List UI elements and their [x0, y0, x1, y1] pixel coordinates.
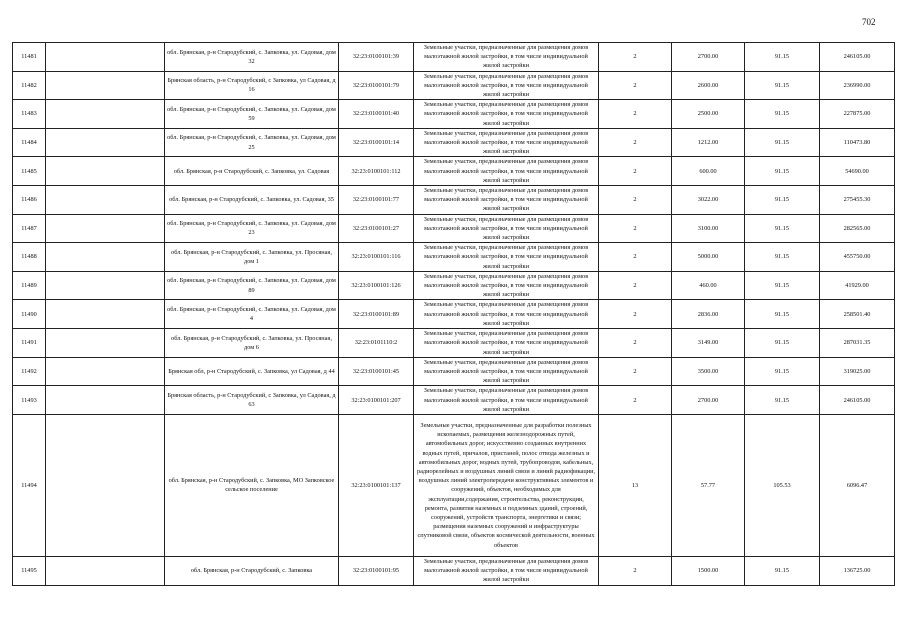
rate-cell: 91.15 [745, 243, 820, 272]
table-row [13, 329, 895, 358]
land-use-cell: Земельные участки, предназначенные для размещения домов малоэтажной жилой застройки, в том числе индивидуальной жилой застройки [414, 157, 599, 186]
group-cell: 2 [599, 214, 672, 243]
table-row [13, 186, 895, 215]
row-number-cell: 11486 [13, 186, 46, 215]
address-cell: обл. Брянская, р-н Стародубский, с. Запковка, МО Запковское сельское поселение [165, 414, 339, 556]
row-number-cell: 11481 [13, 43, 46, 72]
cadastral-number-cell: 32:23:0100101:77 [339, 186, 414, 215]
land-use-cell: Земельные участки, предназначенные для размещения домов малоэтажной жилой застройки, в том числе индивидуальной жилой застройки [414, 214, 599, 243]
group-cell: 2 [599, 71, 672, 100]
row-number-cell: 11492 [13, 357, 46, 386]
land-use-cell: Земельные участки, предназначенные для размещения домов малоэтажной жилой застройки, в том числе индивидуальной жилой застройки [414, 243, 599, 272]
area-cell: 1212.00 [672, 128, 745, 157]
cadastral-value-cell: 275455.30 [820, 186, 895, 215]
area-cell: 2700.00 [672, 43, 745, 72]
rate-cell: 91.15 [745, 329, 820, 358]
row-number-cell: 11489 [13, 271, 46, 300]
land-use-cell: Земельные участки, предназначенные для размещения домов малоэтажной жилой застройки, в том числе индивидуальной жилой застройки [414, 357, 599, 386]
group-cell: 2 [599, 43, 672, 72]
land-use-cell: Земельные участки, предназначенные для размещения домов малоэтажной жилой застройки, в том числе индивидуальной жилой застройки [414, 128, 599, 157]
cadastral-number-cell: 32:23:0100101:137 [339, 414, 414, 556]
rate-cell: 91.15 [745, 128, 820, 157]
table-row [13, 100, 895, 129]
cadastral-number-cell: 32:23:0100101:116 [339, 243, 414, 272]
cadastral-value-cell: 258501.40 [820, 300, 895, 329]
cadastral-number-cell: 32:23:0100101:39 [339, 43, 414, 72]
table-row [13, 556, 895, 585]
table-row [13, 271, 895, 300]
address-cell: обл. Брянская, р-н Стародубский, с. Запковка, ул. Садовая, дом 89 [165, 271, 339, 300]
address-cell: обл. Брянская, р-н Стародубский, с. Запковка, ул. Садовая, дом 23 [165, 214, 339, 243]
table-row [13, 157, 895, 186]
row-number-cell: 11493 [13, 386, 46, 415]
area-cell: 3022.00 [672, 186, 745, 215]
cadastral-value-cell: 287031.35 [820, 329, 895, 358]
blank-cell [46, 329, 165, 358]
row-number-cell: 11482 [13, 71, 46, 100]
cadastral-value-cell: 54690.00 [820, 157, 895, 186]
land-use-cell: Земельные участки, предназначенные для размещения домов малоэтажной жилой застройки, в том числе индивидуальной жилой застройки [414, 271, 599, 300]
rate-cell: 105.53 [745, 414, 820, 556]
cadastral-number-cell: 32:23:0100101:95 [339, 556, 414, 585]
address-cell: обл. Брянская, р-н Стародубский, с. Запковка, ул. Садовая [165, 157, 339, 186]
land-use-cell: Земельные участки, предназначенные для размещения домов малоэтажной жилой застройки, в том числе индивидуальной жилой застройки [414, 300, 599, 329]
table-row [13, 214, 895, 243]
row-number-cell: 11487 [13, 214, 46, 243]
land-use-cell: Земельные участки, предназначенные для разработки полезных ископаемых, размещения железнодорожных путей, автомобильных дорог, искусственно созданных внутренних водных путей, причалов, пристаней, полос отвода железных и автомобильных дорог, водных путей, трубопроводов, кабельных, радиорелейных и воздушных линий связи и линий радиофикации, воздушных линий электропередачи конструктивных элементов и сооружений, объектов, необходимых для эксплуатации,содержания, строительства, реконструкции, ремонта, развития наземных и подземных зданий, строений, сооружений, устройств транспорта, энергетики и связи; размещения наземных сооружений и инфраструктуры спутниковой связи, объектов космической деятельности, военных объектов [414, 414, 599, 556]
blank-cell [46, 186, 165, 215]
rate-cell: 91.15 [745, 300, 820, 329]
cadastral-value-cell: 455750.00 [820, 243, 895, 272]
area-cell: 1500.00 [672, 556, 745, 585]
row-number-cell: 11494 [13, 414, 46, 556]
cadastral-value-cell: 41929.00 [820, 271, 895, 300]
land-use-cell: Земельные участки, предназначенные для размещения домов малоэтажной жилой застройки, в том числе индивидуальной жилой застройки [414, 186, 599, 215]
cadastral-registry-table [12, 42, 895, 586]
cadastral-number-cell: 32:23:0100101:126 [339, 271, 414, 300]
group-cell: 2 [599, 357, 672, 386]
land-use-cell: Земельные участки, предназначенные для размещения домов малоэтажной жилой застройки, в том числе индивидуальной жилой застройки [414, 71, 599, 100]
land-use-cell: Земельные участки, предназначенные для размещения домов малоэтажной жилой застройки, в том числе индивидуальной жилой застройки [414, 329, 599, 358]
area-cell: 2700.00 [672, 386, 745, 415]
blank-cell [46, 386, 165, 415]
address-cell: обл. Брянская, р-н Стародубский, с. Запковка [165, 556, 339, 585]
cadastral-value-cell: 282565.00 [820, 214, 895, 243]
rate-cell: 91.15 [745, 100, 820, 129]
row-number-cell: 11483 [13, 100, 46, 129]
area-cell: 3100.00 [672, 214, 745, 243]
cadastral-number-cell: 32:23:0100101:112 [339, 157, 414, 186]
table-row [13, 357, 895, 386]
blank-cell [46, 414, 165, 556]
address-cell: обл. Брянская, р-н Стародубский, с. Запковка, ул. Садовая, дом 59 [165, 100, 339, 129]
rate-cell: 91.15 [745, 386, 820, 415]
cadastral-number-cell: 32:23:0100101:207 [339, 386, 414, 415]
address-cell: Брянская область, р-н Стародубский, с Запковка, ул Садовая, д 16 [165, 71, 339, 100]
rate-cell: 91.15 [745, 271, 820, 300]
cadastral-value-cell: 246105.00 [820, 386, 895, 415]
row-number-cell: 11485 [13, 157, 46, 186]
rate-cell: 91.15 [745, 71, 820, 100]
table-row [13, 386, 895, 415]
group-cell: 2 [599, 157, 672, 186]
address-cell: Брянская обл, р-н Стародубский, с. Запковка, ул Садовая, д 44 [165, 357, 339, 386]
group-cell: 2 [599, 271, 672, 300]
cadastral-number-cell: 32:23:0100101:40 [339, 100, 414, 129]
land-use-cell: Земельные участки, предназначенные для размещения домов малоэтажной жилой застройки, в том числе индивидуальной жилой застройки [414, 100, 599, 129]
blank-cell [46, 300, 165, 329]
cadastral-value-cell: 227875.00 [820, 100, 895, 129]
table-row [13, 128, 895, 157]
address-cell: обл. Брянская, р-н Стародубский, с. Запковка, ул. Садовая, дом 4 [165, 300, 339, 329]
row-number-cell: 11491 [13, 329, 46, 358]
group-cell: 2 [599, 300, 672, 329]
group-cell: 2 [599, 100, 672, 129]
row-number-cell: 11484 [13, 128, 46, 157]
group-cell: 2 [599, 329, 672, 358]
area-cell: 3149.00 [672, 329, 745, 358]
page-number: 702 [862, 17, 876, 27]
area-cell: 600.00 [672, 157, 745, 186]
rate-cell: 91.15 [745, 186, 820, 215]
blank-cell [46, 556, 165, 585]
address-cell: обл. Брянская, р-н Стародубский, с. Запковка, ул. Просяная, дом 6 [165, 329, 339, 358]
rate-cell: 91.15 [745, 43, 820, 72]
blank-cell [46, 214, 165, 243]
area-cell: 5000.00 [672, 243, 745, 272]
cadastral-value-cell: 246105.00 [820, 43, 895, 72]
table-row [13, 300, 895, 329]
cadastral-value-cell: 319025.00 [820, 357, 895, 386]
cadastral-number-cell: 32:23:0100101:79 [339, 71, 414, 100]
cadastral-number-cell: 32:23:0100101:45 [339, 357, 414, 386]
blank-cell [46, 128, 165, 157]
blank-cell [46, 100, 165, 129]
address-cell: обл. Брянская, р-н Стародубский, с. Запковка, ул. Садовая, дом 25 [165, 128, 339, 157]
group-cell: 2 [599, 243, 672, 272]
cadastral-number-cell: 32:23:0101110:2 [339, 329, 414, 358]
area-cell: 2836.00 [672, 300, 745, 329]
group-cell: 2 [599, 128, 672, 157]
table-row [13, 71, 895, 100]
group-cell: 2 [599, 556, 672, 585]
address-cell: обл. Брянская, р-н Стародубский, с. Запковка, ул. Садовая, дом 32 [165, 43, 339, 72]
address-cell: обл. Брянская, р-н Стародубский, с. Запковка, ул. Просяная, дом 1 [165, 243, 339, 272]
cadastral-value-cell: 110473.80 [820, 128, 895, 157]
row-number-cell: 11488 [13, 243, 46, 272]
table-row [13, 43, 895, 72]
blank-cell [46, 271, 165, 300]
blank-cell [46, 157, 165, 186]
land-use-cell: Земельные участки, предназначенные для размещения домов малоэтажной жилой застройки, в том числе индивидуальной жилой застройки [414, 43, 599, 72]
cadastral-value-cell: 236990.00 [820, 71, 895, 100]
rate-cell: 91.15 [745, 357, 820, 386]
area-cell: 2600.00 [672, 71, 745, 100]
cadastral-value-cell: 136725.00 [820, 556, 895, 585]
area-cell: 460.00 [672, 271, 745, 300]
table-row [13, 243, 895, 272]
blank-cell [46, 43, 165, 72]
row-number-cell: 11490 [13, 300, 46, 329]
cadastral-number-cell: 32:23:0100101:27 [339, 214, 414, 243]
address-cell: Брянская область, р-н Стародубский, с Запковка, ул Садовая, д 63 [165, 386, 339, 415]
land-use-cell: Земельные участки, предназначенные для размещения домов малоэтажной жилой застройки, в том числе индивидуальной жилой застройки [414, 556, 599, 585]
rate-cell: 91.15 [745, 157, 820, 186]
cadastral-number-cell: 32:23:0100101:14 [339, 128, 414, 157]
blank-cell [46, 71, 165, 100]
area-cell: 3500.00 [672, 357, 745, 386]
group-cell: 13 [599, 414, 672, 556]
address-cell: обл. Брянская, р-н Стародубский, с. Запковка, ул. Садовая, 35 [165, 186, 339, 215]
group-cell: 2 [599, 386, 672, 415]
row-number-cell: 11495 [13, 556, 46, 585]
blank-cell [46, 243, 165, 272]
cadastral-number-cell: 32:23:0100101:89 [339, 300, 414, 329]
rate-cell: 91.15 [745, 556, 820, 585]
area-cell: 57.77 [672, 414, 745, 556]
blank-cell [46, 357, 165, 386]
land-use-cell: Земельные участки, предназначенные для размещения домов малоэтажной жилой застройки, в том числе индивидуальной жилой застройки [414, 386, 599, 415]
group-cell: 2 [599, 186, 672, 215]
area-cell: 2500.00 [672, 100, 745, 129]
rate-cell: 91.15 [745, 214, 820, 243]
cadastral-value-cell: 6096.47 [820, 414, 895, 556]
table-row [13, 414, 895, 556]
